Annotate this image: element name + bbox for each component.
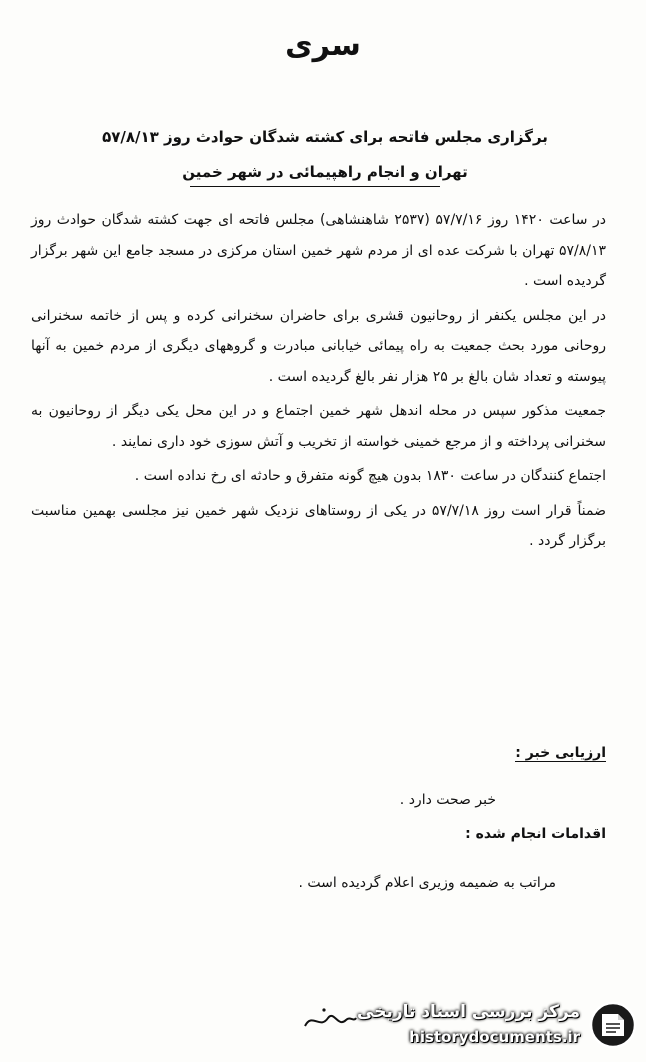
assessment-label-text: ارزیابی خبر :	[515, 745, 606, 761]
watermark-url: historydocuments.ir	[409, 1028, 580, 1046]
title-underline	[190, 186, 440, 187]
watermark	[338, 998, 638, 1052]
body-paragraph: ضمناً قرار است روز ۵۷/۷/۱۸ در یکی از روستاهای نزدیک شهر خمین نیز مجلسی بهمین مناسبت برگزار گردد .	[31, 502, 606, 549]
document-body	[31, 205, 606, 557]
assessment-label	[515, 745, 606, 761]
document-title-line-2: تهران و انجام راهپیمائی در شهر خمین	[182, 163, 468, 181]
body-paragraph: جمعیت مذکور سپس در محله اندهل شهر خمین اجتماع و در این محل یکی دیگر از روحانیون به سخنرانی پرداخته و از مرجع خمینی خواسته از تخریب و آتش سوزی خود داری نمایند .	[31, 403, 606, 450]
body-paragraph: اجتماع کنندگان در ساعت ۱۸۳۰ بدون هیچ گونه متفرق و حادثه ای رخ نداده است .	[134, 468, 606, 484]
watermark-title: مرکز بررسی اسناد تاریخی	[357, 1002, 580, 1022]
assessment-value: خبر صحت دارد .	[399, 792, 496, 808]
classification-heading: سری	[285, 28, 361, 63]
actions-value: مراتب به ضمیمه وزیری اعلام گردیده است .	[298, 875, 556, 891]
actions-label: اقدامات انجام شده :	[465, 826, 606, 842]
archive-logo-icon	[588, 1000, 638, 1050]
body-paragraph: در ساعت ۱۴۲۰ روز ۵۷/۷/۱۶ (۲۵۳۷ شاهنشاهی) مجلس فاتحه ای جهت کشته شدگان حوادث روز ۵۷/۸/۱۳ تهران با شرکت عده ای از مردم شهر خمین استان مرکزی در مسجد جامع این شهر برگزار گردیده است .	[31, 212, 606, 289]
body-paragraph: در این مجلس یکنفر از روحانیون قشری برای حاضران سخنرانی کرده و پس از خاتمه سخنرانی روحانی مورد بحث جمعیت به راه پیمائی خیابانی مبادرت و گروههای دیگری از مردم خمین به آنها پیوسته و تعداد شان بالغ بر ۲۵ هزار نفر بالغ گردیده است .	[31, 307, 606, 385]
document-title-line-1: برگزاری مجلس فاتحه برای کشته شدگان حوادث روز ۵۷/۸/۱۳	[102, 128, 548, 146]
